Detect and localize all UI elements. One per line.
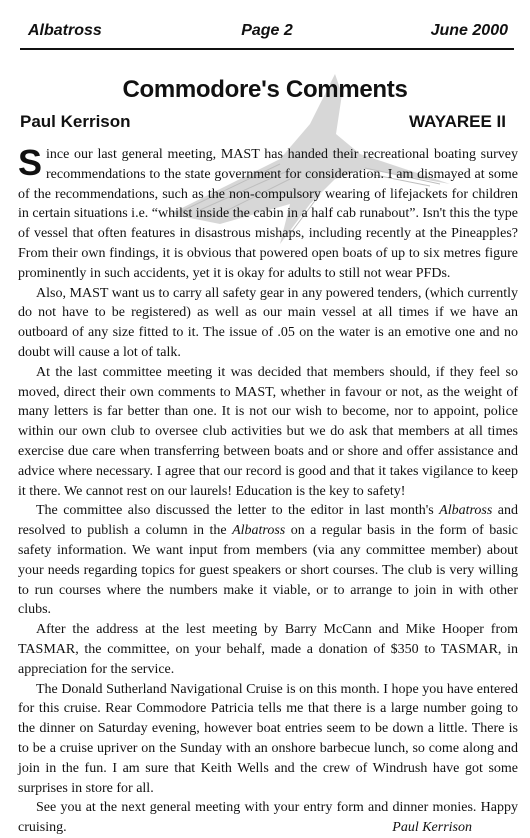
paragraph bbox=[18, 501, 518, 620]
article-body bbox=[18, 142, 518, 838]
paragraph: The Donald Sutherland Navigational Cruise is on this month. I hope you have entered for this cruise. Rear Commodore Patricia tells me that there is a large number going to the dinner on Saturday evening, however boat entries seem to be down a little. There is to be a cruise upriver on the Sunday with an onshore barbecue lunch, so come along and join in the fun. I am sure that Keith Wells and the crew of Windrush have got some surprises in store for all. bbox=[18, 681, 518, 796]
paragraph: Also, MAST want us to carry all safety gear in any powered tenders, (which currently do not have to be registered) as well as our main vessel at all times if we have an outboard of any size fitted to it. The issue of .05 on the water is an emotive one and no doubt will cause a lot of talk. bbox=[18, 285, 518, 360]
paragraph-text: on a regular basis in the form of basic safety information. We want input from members (via any committee member) about your needs regarding topics for guest speakers or short courses. The club is very willing to run courses where the numbers make it viable, or to arrange to join in with other clubs. bbox=[18, 523, 518, 618]
paragraph: After the address at the lest meeting by Barry McCann and Mike Hooper from TASMAR, the committee, on your behalf, made a donation of $350 to TASMAR, in appreciation for the service. bbox=[18, 622, 518, 677]
paragraph bbox=[18, 798, 518, 838]
paragraph: At the last committee meeting it was decided that members should, if they feel so moved, direct their own comments to MAST, whether in favour or not, as the weight of many letters is far better than one. It is not our wish to become, nor to appoint, police within our own club to oversee club activities but we do ask that members at all times exercise due care when transferring between boats and or shore and offer assistance and advice where necessary. I agree that our record is good and that it takes vigilance to keep it there. We cannot rest on our laurels! Education is the key to safety! bbox=[18, 364, 518, 499]
drop-cap: S bbox=[18, 142, 43, 183]
page-header bbox=[20, 12, 514, 50]
paragraph-text: ince our last general meeting, MAST has handed their recreational boating survey recommendations to the state government for consideration. I am dismayed at some of the recommendations, such as the non-compulsory wearing of lifejackets for children in certain situations i.e. “whilst inside the cabin in a half cab runabout”. Isn't this the type of vessel that often features in disastrous mishaps, including recently at the Pineapples? From their own findings, it is obvious that powered open boats of up to six metres figure prominently in such accidents, yet it is okay for adults to still not wear PFDs. bbox=[18, 147, 518, 281]
paragraph-text: See you at the next general meeting with your entry form and dinner monies. Happy cruising. bbox=[18, 800, 518, 836]
publication-reference: Albatross bbox=[232, 523, 286, 539]
paragraph-text: and resolved to publish a column in the bbox=[18, 503, 518, 539]
signature: Paul Kerrison bbox=[392, 820, 472, 836]
paragraph-text: The committee also discussed the letter to the editor in last month's bbox=[36, 503, 440, 519]
boat-name: WAYAREE II bbox=[408, 112, 506, 131]
byline bbox=[20, 112, 506, 138]
issue-date: June 2000 bbox=[430, 22, 508, 39]
header-rule bbox=[20, 48, 514, 50]
page-number: Page 2 bbox=[241, 22, 293, 39]
article-title: Commodore's Comments bbox=[122, 76, 408, 103]
publication-reference: Albatross bbox=[439, 503, 493, 519]
paragraph bbox=[18, 142, 518, 284]
author-name: Paul Kerrison bbox=[20, 112, 131, 131]
publication-name: Albatross bbox=[28, 22, 102, 39]
